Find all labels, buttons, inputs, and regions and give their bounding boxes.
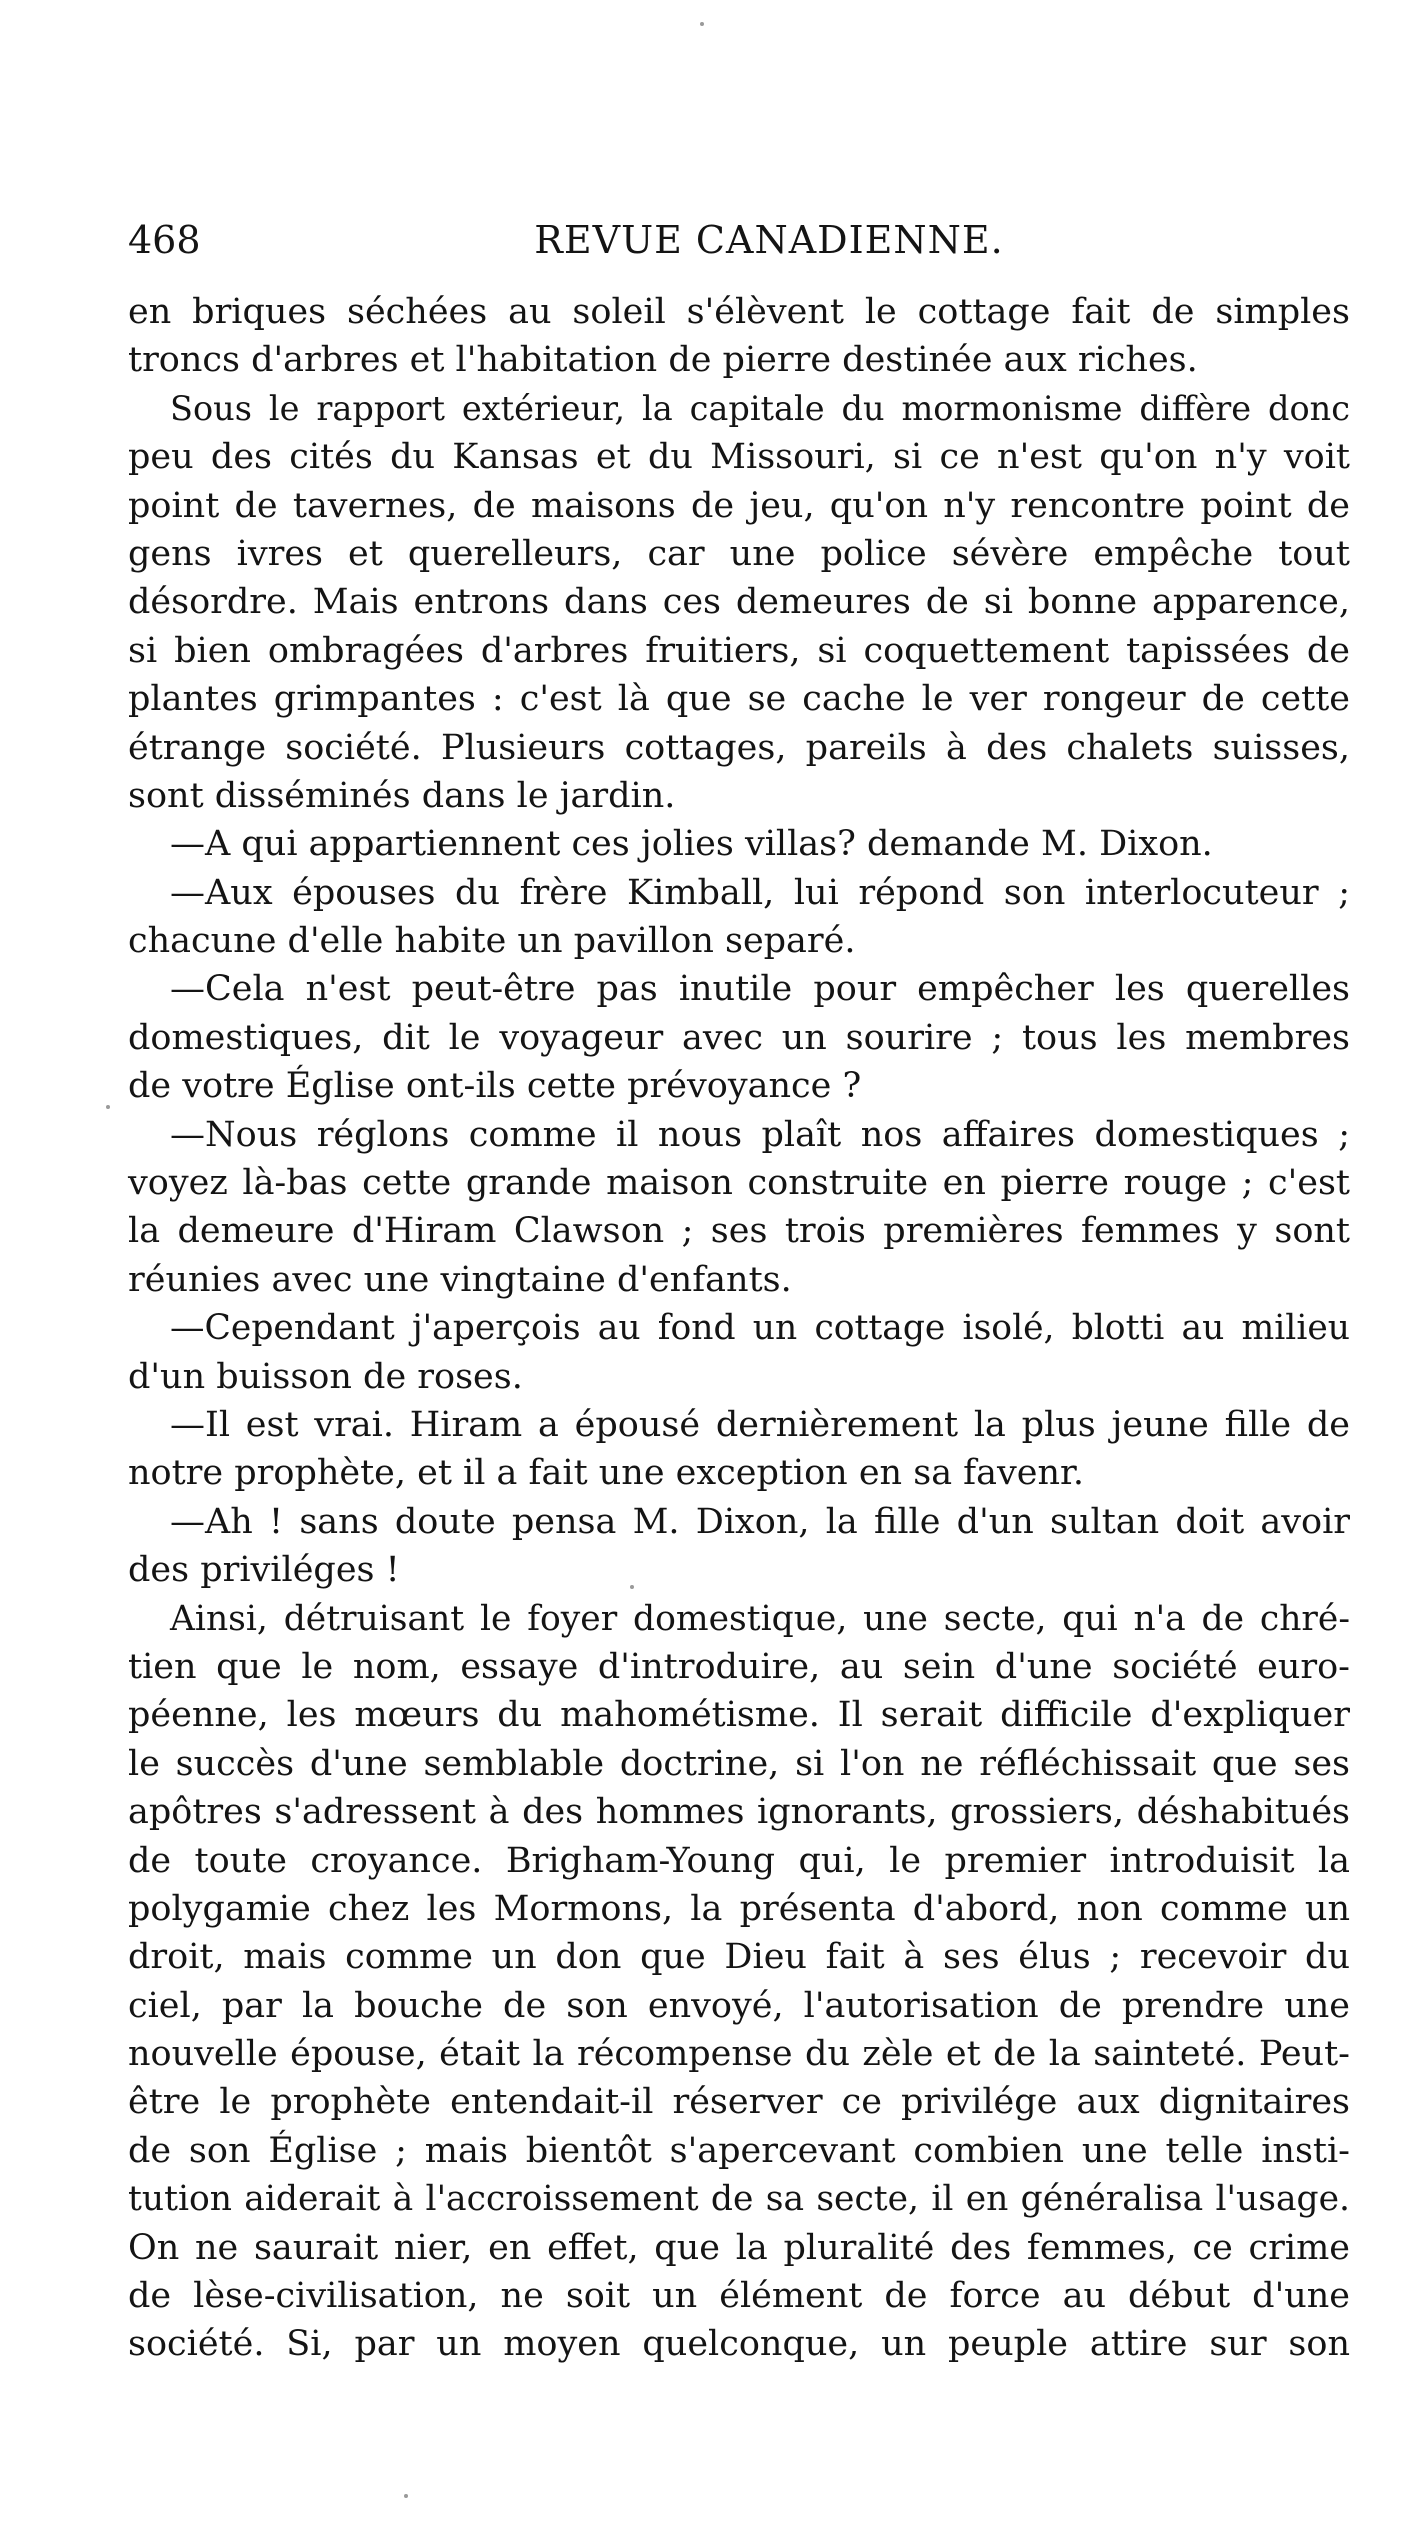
text-line: de toute croyance. Brigham-Young qui, le premier introduisit la (128, 1840, 1350, 1881)
text-line: tien que le nom, essaye d'introduire, au sein d'une société euro- (128, 1646, 1350, 1687)
text-line: d'un buisson de roses. (128, 1356, 523, 1397)
text-line: étrange société. Plusieurs cottages, pareils à des chalets suisses, (128, 727, 1350, 768)
text-line: être le prophète entendait-il réserver ce privilége aux dignitaires (128, 2082, 1350, 2123)
text-line: des priviléges ! (128, 1550, 400, 1591)
scan-speck (404, 2494, 408, 2498)
text-line: de lèse-civilisation, ne soit un élément de force au début d'une (128, 2276, 1350, 2317)
text-line: de votre Église ont-ils cette prévoyance ? (128, 1066, 862, 1107)
text-line: chacune d'elle habite un pavillon separé. (128, 921, 856, 962)
text-line: peu des cités du Kansas et du Missouri, si ce n'est qu'on n'y voit (128, 437, 1350, 478)
text-line: polygamie chez les Mormons, la présenta d'abord, non comme un (128, 1888, 1350, 1929)
text-line: —Aux épouses du frère Kimball, lui répond son interlocuteur ; (170, 872, 1350, 913)
text-line: notre prophète, et il a fait une exception en sa favenr. (128, 1453, 1085, 1494)
text-line: troncs d'arbres et l'habitation de pierre destinée aux riches. (128, 340, 1198, 381)
page-number: 468 (128, 218, 201, 262)
text-line: le succès d'une semblable doctrine, si l'on ne réfléchissait que ses (128, 1743, 1350, 1784)
text-line: sont disséminés dans le jardin. (128, 775, 676, 816)
text-line: voyez là-bas cette grande maison construite en pierre rouge ; c'est (128, 1163, 1350, 1204)
text-line: désordre. Mais entrons dans ces demeures de si bonne apparence, (128, 582, 1350, 623)
text-line: On ne saurait nier, en effet, que la pluralité des femmes, ce crime (128, 2227, 1350, 2268)
page-header (128, 210, 1350, 270)
text-line: apôtres s'adressent à des hommes ignorants, grossiers, déshabitués (128, 1792, 1350, 1833)
text-line: —A qui appartiennent ces jolies villas? demande M. Dixon. (170, 824, 1213, 865)
body-text (128, 288, 1350, 2369)
text-line: réunies avec une vingtaine d'enfants. (128, 1259, 792, 1300)
text-line: Ainsi, détruisant le foyer domestique, une secte, qui n'a de chré- (170, 1598, 1350, 1639)
text-line: —Il est vrai. Hiram a épousé dernièrement la plus jeune fille de (170, 1404, 1350, 1445)
text-line: plantes grimpantes : c'est là que se cache le ver rongeur de cette (128, 679, 1350, 720)
text-line: gens ivres et querelleurs, car une police sévère empêche tout (128, 533, 1350, 574)
running-title: REVUE CANADIENNE. (534, 218, 1004, 262)
text-line: —Cependant j'aperçois au fond un cottage isolé, blotti au milieu (170, 1308, 1350, 1349)
scan-speck (700, 22, 704, 26)
text-line: péenne, les mœurs du mahométisme. Il serait difficile d'expliquer (128, 1695, 1350, 1736)
text-line: domestiques, dit le voyageur avec un sourire ; tous les membres (128, 1017, 1350, 1058)
text-line: droit, mais comme un don que Dieu fait à ses élus ; recevoir du (128, 1937, 1350, 1978)
text-line: la demeure d'Hiram Clawson ; ses trois premières femmes y sont (128, 1211, 1350, 1252)
text-line: —Nous réglons comme il nous plaît nos affaires domestiques ; (170, 1114, 1350, 1155)
text-line: si bien ombragées d'arbres fruitiers, si coquettement tapissées de (128, 630, 1350, 671)
text-line: nouvelle épouse, était la récompense du zèle et de la sainteté. Peut- (128, 2034, 1350, 2075)
text-line: —Ah ! sans doute pensa M. Dixon, la fille d'un sultan doit avoir (170, 1501, 1350, 1542)
text-line: de son Église ; mais bientôt s'apercevant combien une telle insti- (128, 2130, 1350, 2171)
text-line: point de tavernes, de maisons de jeu, qu'on n'y rencontre point de (128, 485, 1350, 526)
text-line: —Cela n'est peut-être pas inutile pour empêcher les querelles (170, 969, 1350, 1010)
text-line: société. Si, par un moyen quelconque, un peuple attire sur son (128, 2324, 1350, 2365)
scan-speck (630, 1585, 634, 1589)
scan-speck (106, 1105, 110, 1109)
text-line: Sous le rapport extérieur, la capitale du mormonisme diffère donc (170, 388, 1350, 428)
text-line: ciel, par la bouche de son envoyé, l'autorisation de prendre une (128, 1985, 1350, 2026)
text-line: tution aiderait à l'accroissement de sa secte, il en généralisa l'usage. (128, 2179, 1350, 2220)
text-line: en briques séchées au soleil s'élèvent le cottage fait de simples (128, 292, 1350, 332)
